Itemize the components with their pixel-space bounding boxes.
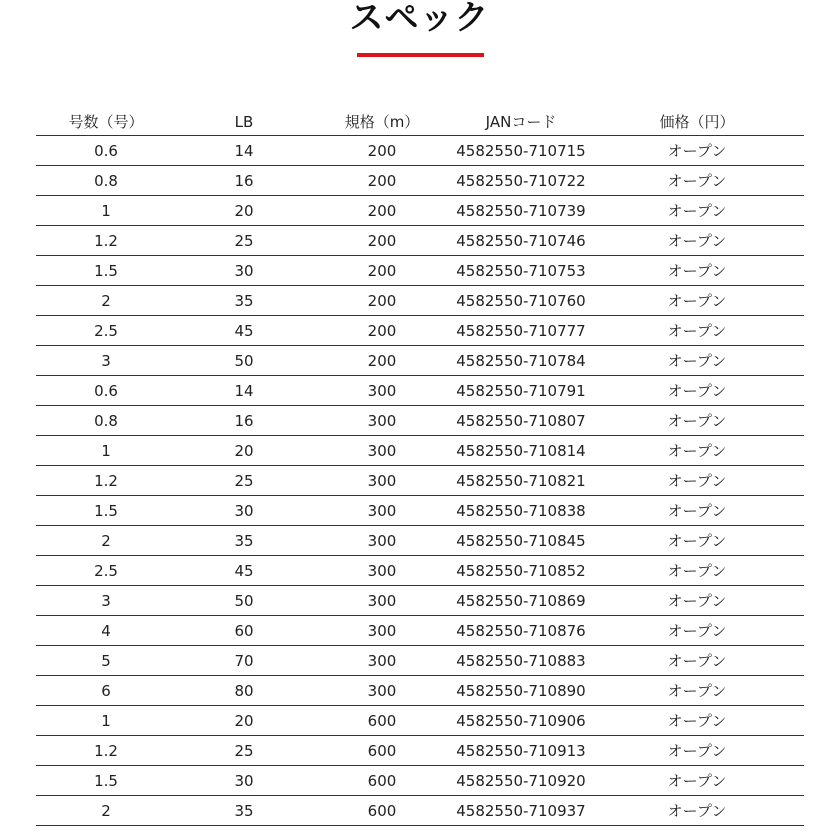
table-row: [36, 496, 804, 526]
cell-price: オープン: [590, 616, 804, 646]
cell-size: 3: [36, 346, 176, 376]
cell-size: 5: [36, 646, 176, 676]
cell-length: 600: [312, 766, 452, 796]
cell-price: オープン: [590, 196, 804, 226]
cell-length: 200: [312, 196, 452, 226]
cell-size: 1.5: [36, 496, 176, 526]
table-row: [36, 256, 804, 286]
cell-lb: 30: [176, 256, 312, 286]
cell-length: 200: [312, 226, 452, 256]
cell-jan-code: 4582550-710784: [452, 346, 590, 376]
cell-jan-code: 4582550-710791: [452, 376, 590, 406]
cell-length: 600: [312, 736, 452, 766]
table-row: [36, 526, 804, 556]
cell-price: オープン: [590, 346, 804, 376]
table-row: [36, 316, 804, 346]
cell-length: 300: [312, 586, 452, 616]
cell-size: 2: [36, 526, 176, 556]
cell-lb: 50: [176, 346, 312, 376]
cell-lb: 50: [176, 586, 312, 616]
cell-length: 300: [312, 466, 452, 496]
cell-price: オープン: [590, 646, 804, 676]
cell-price: オープン: [590, 526, 804, 556]
table-row: [36, 196, 804, 226]
cell-jan-code: 4582550-710807: [452, 406, 590, 436]
cell-lb: 16: [176, 406, 312, 436]
title-underline: [357, 53, 484, 57]
table-row: [36, 226, 804, 256]
cell-lb: 35: [176, 796, 312, 826]
cell-lb: 30: [176, 766, 312, 796]
table-row: [36, 466, 804, 496]
cell-jan-code: 4582550-710883: [452, 646, 590, 676]
table-row: [36, 766, 804, 796]
cell-lb: 35: [176, 526, 312, 556]
cell-jan-code: 4582550-710913: [452, 736, 590, 766]
table-row: [36, 616, 804, 646]
cell-length: 300: [312, 406, 452, 436]
cell-size: 1: [36, 436, 176, 466]
cell-price: オープン: [590, 166, 804, 196]
cell-length: 300: [312, 526, 452, 556]
cell-price: オープン: [590, 586, 804, 616]
cell-jan-code: 4582550-710760: [452, 286, 590, 316]
cell-jan-code: 4582550-710937: [452, 796, 590, 826]
header-lb: LB: [176, 108, 312, 136]
table-row: [36, 436, 804, 466]
header-price: 価格（円）: [590, 108, 804, 136]
spec-table: [36, 108, 804, 826]
table-row: [36, 166, 804, 196]
table-row: [36, 376, 804, 406]
cell-length: 200: [312, 136, 452, 166]
cell-jan-code: 4582550-710920: [452, 766, 590, 796]
cell-size: 1.2: [36, 466, 176, 496]
cell-lb: 35: [176, 286, 312, 316]
cell-price: オープン: [590, 436, 804, 466]
table-header-row: [36, 108, 804, 136]
cell-lb: 14: [176, 376, 312, 406]
page-header: [0, 0, 839, 60]
cell-size: 3: [36, 586, 176, 616]
cell-lb: 20: [176, 706, 312, 736]
cell-lb: 80: [176, 676, 312, 706]
cell-size: 2: [36, 796, 176, 826]
cell-lb: 16: [176, 166, 312, 196]
cell-jan-code: 4582550-710838: [452, 496, 590, 526]
cell-size: 1.5: [36, 766, 176, 796]
cell-size: 2.5: [36, 556, 176, 586]
cell-lb: 20: [176, 196, 312, 226]
cell-jan-code: 4582550-710821: [452, 466, 590, 496]
cell-price: オープン: [590, 226, 804, 256]
cell-jan-code: 4582550-710876: [452, 616, 590, 646]
cell-lb: 25: [176, 226, 312, 256]
cell-price: オープン: [590, 706, 804, 736]
table-row: [36, 556, 804, 586]
cell-length: 300: [312, 436, 452, 466]
cell-size: 0.6: [36, 136, 176, 166]
table-head: [36, 108, 804, 136]
cell-length: 300: [312, 496, 452, 526]
cell-price: オープン: [590, 376, 804, 406]
table-row: [36, 706, 804, 736]
cell-size: 1.2: [36, 226, 176, 256]
cell-length: 300: [312, 376, 452, 406]
cell-size: 1.2: [36, 736, 176, 766]
cell-size: 0.8: [36, 406, 176, 436]
cell-price: オープン: [590, 676, 804, 706]
cell-length: 200: [312, 166, 452, 196]
cell-price: オープン: [590, 466, 804, 496]
cell-length: 600: [312, 796, 452, 826]
cell-lb: 14: [176, 136, 312, 166]
cell-jan-code: 4582550-710777: [452, 316, 590, 346]
cell-length: 300: [312, 646, 452, 676]
cell-lb: 25: [176, 466, 312, 496]
cell-size: 6: [36, 676, 176, 706]
cell-size: 2: [36, 286, 176, 316]
cell-length: 200: [312, 316, 452, 346]
cell-length: 300: [312, 676, 452, 706]
cell-length: 300: [312, 556, 452, 586]
cell-jan-code: 4582550-710715: [452, 136, 590, 166]
cell-jan-code: 4582550-710890: [452, 676, 590, 706]
cell-jan-code: 4582550-710852: [452, 556, 590, 586]
cell-price: オープン: [590, 286, 804, 316]
cell-lb: 20: [176, 436, 312, 466]
cell-size: 0.8: [36, 166, 176, 196]
page-title: スペック: [349, 0, 490, 38]
table-row: [36, 136, 804, 166]
cell-length: 200: [312, 286, 452, 316]
cell-lb: 30: [176, 496, 312, 526]
cell-length: 600: [312, 706, 452, 736]
cell-price: オープン: [590, 316, 804, 346]
cell-lb: 25: [176, 736, 312, 766]
table-row: [36, 586, 804, 616]
cell-jan-code: 4582550-710869: [452, 586, 590, 616]
cell-jan-code: 4582550-710753: [452, 256, 590, 286]
cell-price: オープン: [590, 496, 804, 526]
cell-lb: 60: [176, 616, 312, 646]
header-size: 号数（号）: [36, 108, 176, 136]
cell-price: オープン: [590, 796, 804, 826]
cell-jan-code: 4582550-710906: [452, 706, 590, 736]
cell-lb: 45: [176, 556, 312, 586]
table-row: [36, 286, 804, 316]
cell-size: 1: [36, 706, 176, 736]
cell-jan-code: 4582550-710814: [452, 436, 590, 466]
cell-size: 1.5: [36, 256, 176, 286]
cell-length: 200: [312, 256, 452, 286]
cell-jan-code: 4582550-710722: [452, 166, 590, 196]
cell-length: 200: [312, 346, 452, 376]
cell-size: 0.6: [36, 376, 176, 406]
table-row: [36, 346, 804, 376]
table-row: [36, 646, 804, 676]
cell-length: 300: [312, 616, 452, 646]
header-jan-code: JANコード: [452, 108, 590, 136]
cell-lb: 45: [176, 316, 312, 346]
cell-price: オープン: [590, 556, 804, 586]
header-length: 規格（m）: [312, 108, 452, 136]
cell-size: 2.5: [36, 316, 176, 346]
cell-jan-code: 4582550-710845: [452, 526, 590, 556]
cell-price: オープン: [590, 256, 804, 286]
cell-price: オープン: [590, 736, 804, 766]
table-row: [36, 406, 804, 436]
cell-jan-code: 4582550-710746: [452, 226, 590, 256]
cell-lb: 70: [176, 646, 312, 676]
cell-price: オープン: [590, 766, 804, 796]
cell-price: オープン: [590, 136, 804, 166]
cell-jan-code: 4582550-710739: [452, 196, 590, 226]
cell-price: オープン: [590, 406, 804, 436]
table-body: [36, 136, 804, 826]
table-row: [36, 796, 804, 826]
table-row: [36, 676, 804, 706]
cell-size: 1: [36, 196, 176, 226]
table-row: [36, 736, 804, 766]
cell-size: 4: [36, 616, 176, 646]
